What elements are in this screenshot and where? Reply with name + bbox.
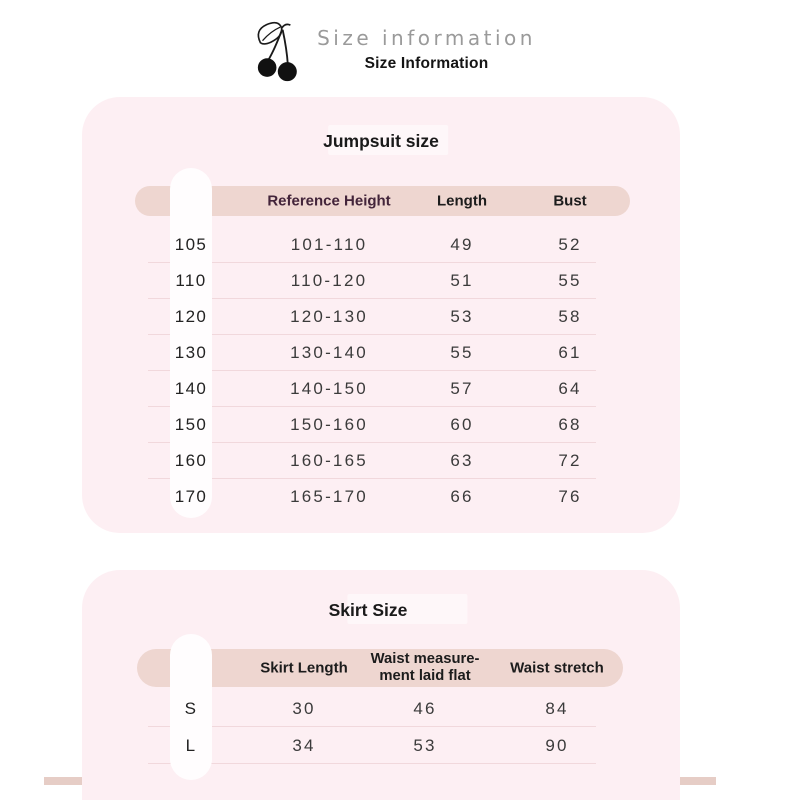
cell-size: L (185, 735, 197, 755)
cell-reference-height: 150-160 (290, 415, 368, 434)
column-header-waist-stretch: Waist stretch (510, 659, 604, 677)
row-separator (148, 726, 596, 727)
cell-waist-stretch: 84 (545, 698, 569, 718)
row-separator (148, 442, 596, 443)
jumpsuit-table-title: Jumpsuit size (82, 97, 680, 152)
cell-reference-height: 101-110 (290, 235, 368, 254)
cell-size: 160 (174, 451, 208, 470)
row-separator (148, 334, 596, 335)
cell-waist-measurement: 46 (413, 698, 437, 718)
decorative-title: Size information (317, 26, 536, 50)
cell-skirt-length: 30 (292, 698, 316, 718)
cell-reference-height: 140-150 (290, 379, 368, 398)
cell-bust: 68 (558, 415, 582, 434)
cell-size: 120 (174, 307, 208, 326)
row-separator (148, 478, 596, 479)
cell-length: 49 (450, 235, 474, 254)
cell-size: 130 (174, 343, 208, 362)
cherry-icon (253, 20, 303, 82)
cell-bust: 58 (558, 307, 582, 326)
skirt-size-panel (82, 570, 680, 800)
cell-length: 53 (450, 307, 474, 326)
jumpsuit-size-panel (82, 97, 680, 533)
cell-size: 140 (174, 379, 208, 398)
cell-length: 66 (450, 487, 474, 506)
row-separator (148, 763, 596, 764)
column-header-length: Length (437, 192, 487, 210)
cell-reference-height: 130-140 (290, 343, 368, 362)
cell-waist-stretch: 90 (545, 735, 569, 755)
skirt-table-title: Skirt Size (82, 570, 680, 621)
cell-size: 105 (174, 235, 208, 254)
cell-size: S (184, 698, 198, 718)
cell-reference-height: 110-120 (290, 271, 368, 290)
row-separator (148, 406, 596, 407)
row-separator (148, 262, 596, 263)
column-header-bust: Bust (553, 192, 587, 210)
cell-length: 60 (450, 415, 474, 434)
cell-bust: 55 (558, 271, 582, 290)
cell-size: 150 (174, 415, 208, 434)
page-title: Size Information (364, 55, 489, 72)
column-header-waist-measurement: Waist measure-ment laid flat (370, 650, 480, 684)
cell-bust: 52 (558, 235, 582, 254)
cell-reference-height: 165-170 (290, 487, 368, 506)
cell-length: 63 (450, 451, 474, 470)
cell-length: 55 (450, 343, 474, 362)
cell-bust: 76 (558, 487, 582, 506)
column-header-reference-height: Reference Height (267, 192, 391, 210)
row-separator (148, 298, 596, 299)
cell-bust: 64 (558, 379, 582, 398)
column-header-skirt-length: Skirt Length (260, 659, 348, 677)
cell-size: 110 (175, 271, 207, 290)
cell-size: 170 (174, 487, 208, 506)
cell-bust: 72 (558, 451, 582, 470)
cell-bust: 61 (558, 343, 582, 362)
row-separator (148, 370, 596, 371)
header-texts (317, 16, 536, 73)
cell-reference-height: 160-165 (290, 451, 368, 470)
cell-length: 57 (450, 379, 474, 398)
cell-reference-height: 120-130 (290, 307, 368, 326)
section-header (0, 16, 797, 82)
cell-skirt-length: 34 (292, 735, 316, 755)
cell-length: 51 (450, 271, 474, 290)
cell-waist-measurement: 53 (413, 735, 437, 755)
